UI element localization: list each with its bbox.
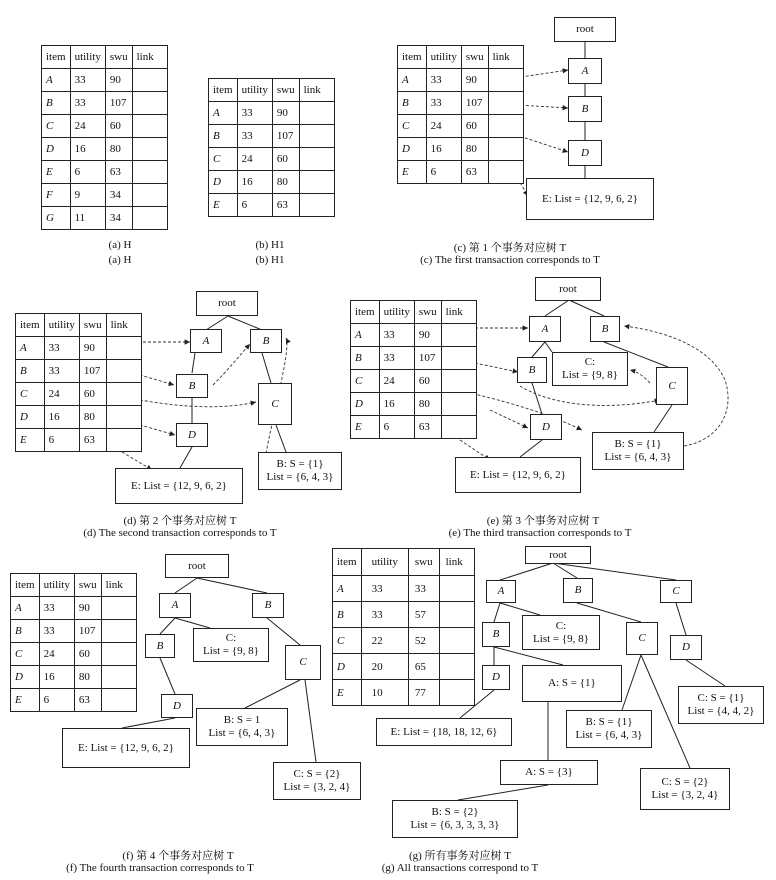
- node-b-s1: B: S = 1 List = {6, 4, 3}: [196, 708, 288, 746]
- table-row: A 33 90: [209, 102, 335, 125]
- table-row: A 33 90: [351, 324, 477, 347]
- node-c: C: [660, 580, 692, 603]
- table-c: item utility swu link A 33 90 B 33 107 C 24 60 D 16 80 E 6 63: [397, 45, 524, 184]
- col-header-link: link: [132, 46, 167, 69]
- node-b: B: [517, 357, 547, 383]
- node-b-s1: B: S = {1} List = {6, 4, 3}: [258, 452, 342, 490]
- table-row: C 24 60: [16, 383, 142, 406]
- col-header-item: item: [42, 46, 71, 69]
- node-b-s2: B: S = {2} List = {6, 3, 3, 3, 3}: [392, 800, 518, 838]
- node-b: B: [590, 316, 620, 342]
- caption-g-1: (g) 所有事务对应树 T: [408, 850, 512, 862]
- col-header-utility: utility: [70, 46, 105, 69]
- node-a: A: [529, 316, 561, 342]
- table-row: A 33 90: [42, 69, 168, 92]
- node-b-s1: B: S = {1} List = {6, 4, 3}: [566, 710, 652, 748]
- node-b: B: [250, 329, 282, 353]
- node-e-list: E: List = {12, 9, 6, 2}: [62, 728, 190, 768]
- table-row: B 33 107: [351, 347, 477, 370]
- table-b: item utility swu link A 33 90 B 33 107 C 24 60 D 16 80 E 6 63: [208, 78, 335, 217]
- table-row: D 16 80: [42, 138, 168, 161]
- caption-c-2: (c) The first transaction corresponds to T: [420, 254, 600, 266]
- node-e-list: E: List = {12, 9, 6, 2}: [455, 457, 581, 493]
- table-row: B 33 107: [11, 620, 137, 643]
- node-b: B: [482, 622, 510, 647]
- table-row: E 6 63: [16, 429, 142, 452]
- node-root: root: [196, 291, 258, 316]
- node-c-list: C: List = {9, 8}: [193, 628, 269, 662]
- table-row: D 20 65: [333, 654, 475, 680]
- node-a: A: [159, 593, 191, 618]
- table-row: A 33 90: [16, 337, 142, 360]
- table-row: C 22 52: [333, 628, 475, 654]
- table-row: C 24 60: [398, 115, 524, 138]
- node-root: root: [525, 546, 591, 564]
- table-row: E 6 63: [11, 689, 137, 712]
- col-header-swu: swu: [105, 46, 132, 69]
- table-row: B 33 57: [333, 602, 475, 628]
- node-b: B: [568, 96, 602, 122]
- node-c-s2: C: S = {2} List = {3, 2, 4}: [640, 768, 730, 810]
- node-root: root: [554, 17, 616, 42]
- table-row: D 16 80: [11, 666, 137, 689]
- table-row: A 33 90: [11, 597, 137, 620]
- caption-e-1: (e) 第 3 个事务对应树 T: [486, 515, 600, 527]
- node-e-list: E: List = {12, 9, 6, 2}: [526, 178, 654, 220]
- node-d: D: [161, 694, 193, 718]
- table-row: E 6 63: [351, 416, 477, 439]
- node-a: A: [568, 58, 602, 84]
- node-e-list: E: List = {12, 9, 6, 2}: [115, 468, 243, 504]
- node-c: C: [656, 367, 688, 405]
- caption-d-1: (d) 第 2 个事务对应树 T: [123, 515, 237, 527]
- table-row: D 16 80: [398, 138, 524, 161]
- node-c: C: [626, 622, 658, 655]
- node-root: root: [165, 554, 229, 578]
- caption-f-1: (f) 第 4 个事务对应树 T: [122, 850, 234, 862]
- node-root: root: [535, 277, 601, 301]
- node-a-s1: A: S = {1}: [522, 665, 622, 702]
- table-row: D 16 80: [351, 393, 477, 416]
- table-g: item utility swu link A 33 33 B 33 57 C 22 52 D 20 65 E 10 77: [332, 548, 475, 706]
- table-row: B 33 107: [42, 92, 168, 115]
- caption-e-2: (e) The third transaction corresponds to T: [448, 527, 632, 539]
- table-row: D 16 80: [209, 171, 335, 194]
- table-row: E 6 63: [42, 161, 168, 184]
- node-c-s1: C: S = {1} List = {4, 4, 2}: [678, 686, 764, 724]
- table-f: item utility swu link A 33 90 B 33 107 C 24 60 D 16 80 E 6 63: [10, 573, 137, 712]
- table-row: B 33 107: [16, 360, 142, 383]
- table-row: E 6 63: [209, 194, 335, 217]
- node-d: D: [176, 423, 208, 447]
- node-b: B: [145, 634, 175, 658]
- table-row: C 24 60: [11, 643, 137, 666]
- table-row: F 9 34: [42, 184, 168, 207]
- node-b: B: [252, 593, 284, 618]
- node-d: D: [482, 665, 510, 690]
- node-d: D: [530, 414, 562, 440]
- node-a: A: [190, 329, 222, 353]
- node-c-s2: C: S = {2} List = {3, 2, 4}: [273, 762, 361, 800]
- node-c-list: C: List = {9, 8}: [522, 615, 600, 650]
- caption-f-2: (f) The fourth transaction corresponds to T: [66, 862, 254, 874]
- table-row: D 16 80: [16, 406, 142, 429]
- caption-g-2: (g) All transactions correspond to T: [381, 862, 539, 874]
- table-row: C 24 60: [351, 370, 477, 393]
- table-row: B 33 107: [398, 92, 524, 115]
- node-a: A: [486, 580, 516, 603]
- table-row: E 6 63: [398, 161, 524, 184]
- table-row: A 33 33: [333, 576, 475, 602]
- table-a: [41, 45, 168, 230]
- table-row: E 10 77: [333, 680, 475, 706]
- caption-b-2: (b) H1: [255, 254, 285, 266]
- node-c: C: [285, 645, 321, 680]
- table-d: item utility swu link A 33 90 B 33 107 C 24 60 D 16 80 E 6 63: [15, 313, 142, 452]
- table-row: G 11 34: [42, 207, 168, 230]
- table-row: C 24 60: [209, 148, 335, 171]
- caption-c-1: (c) 第 1 个事务对应树 T: [453, 242, 567, 254]
- node-d: D: [670, 635, 702, 660]
- node-b: B: [563, 578, 593, 603]
- table-row: C 24 60: [42, 115, 168, 138]
- table-e: item utility swu link A 33 90 B 33 107 C 24 60 D 16 80 E 6 63: [350, 300, 477, 439]
- caption-a-2: (a) H: [108, 254, 132, 266]
- node-d: D: [568, 140, 602, 166]
- node-c: C: [258, 383, 292, 425]
- table-row: A 33 90: [398, 69, 524, 92]
- node-a-s3: A: S = {3}: [500, 760, 598, 785]
- node-e-list: E: List = {18, 18, 12, 6}: [376, 718, 512, 746]
- node-c-list: C: List = {9, 8}: [552, 352, 628, 386]
- node-b-s1: B: S = {1} List = {6, 4, 3}: [592, 432, 684, 470]
- caption-b-1: (b) H1: [255, 239, 285, 251]
- table-row: B 33 107: [209, 125, 335, 148]
- node-b: B: [176, 374, 208, 398]
- caption-d-2: (d) The second transaction corresponds to T: [83, 527, 277, 539]
- caption-a-1: (a) H: [108, 239, 132, 251]
